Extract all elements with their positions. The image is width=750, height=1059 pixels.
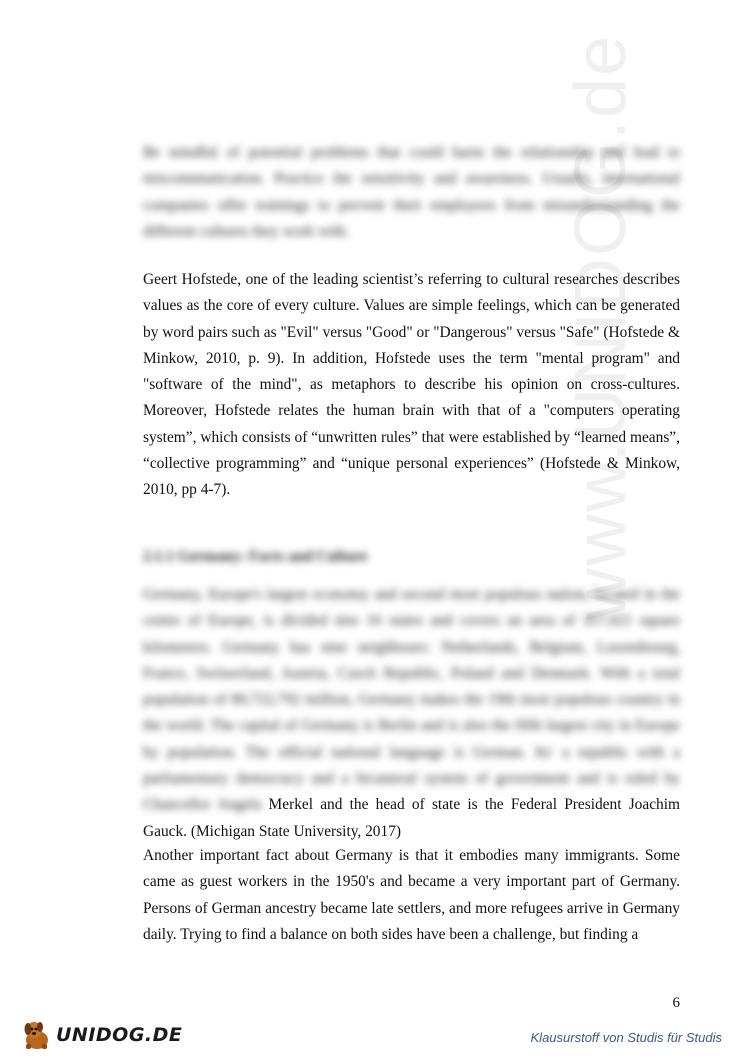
logo-text: UNIDOG.DE	[56, 1024, 183, 1046]
page-number: 6	[672, 995, 680, 1011]
dog-icon	[20, 1018, 54, 1052]
germany-facts-visible-text: Merkel and the head of state is the Federal President Joachim Gauck. (Michigan State University, 2017)	[143, 796, 680, 840]
footer-logo[interactable]	[20, 1018, 182, 1052]
footer-tagline: Klausurstoff von Studis für Studis	[530, 1030, 722, 1045]
germany-facts-blurred-text: Germany, Europe's largest economy and second most populous nation, located in the centre of Europe, is divided into 16 states and covers an area of 357,021 square kilometres. Germany has nine neighbours: Netherlands, Belgium, Luxembourg, France, Switzerland, Austria, Czech Republic, Poland and Denmark. With a total population of 80,722,792 million, Germany makes the 19th most populous country in the world. The capital of Germany is Berlin and is also the fifth largest city in Europe by population. The official national language is German. Its' a republic with a parliamentary democracy and a bicameral system of government and is ruled by Chancellor Angela	[143, 586, 680, 814]
watermark: www.UNIDOG.de	[561, 33, 641, 620]
immigrants-paragraph: Another important fact about Germany is that it embodies many immigrants. Some came as guest workers in the 1950's and became a very important part of Germany. Persons of German ancestry became late settlers, and more refugees arrive in Germany daily. Trying to find a balance on both sides have been a challenge, but finding a	[143, 847, 680, 943]
section-heading: 2.1.1 Germany: Facts and Culture	[143, 548, 368, 565]
blurred-paragraph: Be mindful of potential problems that could harm the relationship and lead to miscommunication. Practice the sensitivity and awareness. Usually, international companies offer trainings to prevent their employees from misunderstanding the different cultures they work with.	[143, 144, 680, 240]
hofstede-paragraph: Geert Hofstede, one of the leading scientist’s referring to cultural researches describes values as the core of every culture. Values are simple feelings, which can be generated by word pairs such as "Evil" versus "Good" or "Dangerous" versus "Safe" (Hofstede & Minkow, 2010, p. 9). In addition, Hofstede uses the term "mental program" and "software of the mind", as metaphors to describe his opinion on cross-cultures. Moreover, Hofstede relates the human brain with that of a "computers operating system”, which consists of “unwritten rules” that were established by “learned means”, “collective programming” and “unique personal experiences” (Hofstede & Minkow, 2010, pp 4-7).	[143, 271, 680, 499]
germany-facts-paragraph	[143, 582, 680, 845]
